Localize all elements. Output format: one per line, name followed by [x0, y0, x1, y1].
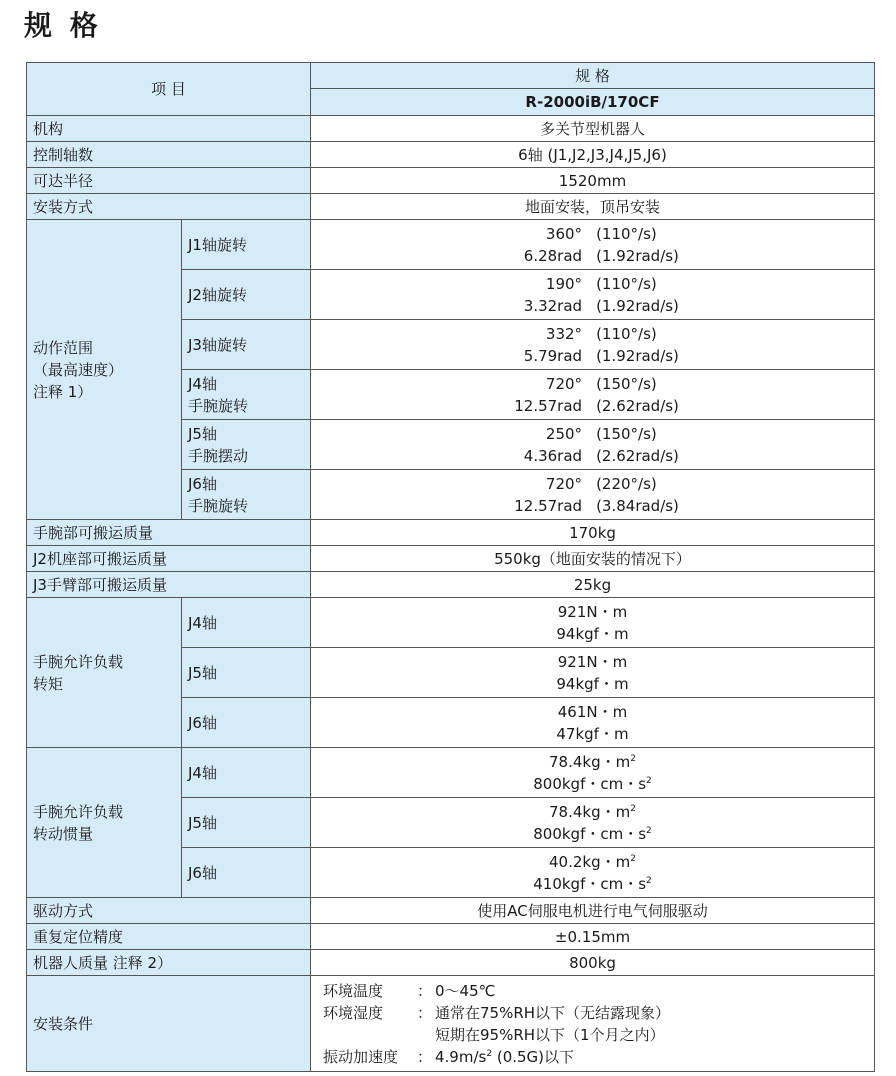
torque-value-nm: 921N・m: [557, 602, 628, 621]
motion-rad-speed: (1.92rad/s): [596, 246, 679, 265]
inertia-v2: 800kgf・cm・s: [533, 824, 647, 843]
motion-axis-label: [182, 270, 311, 320]
inertia-axis-label: J4轴: [182, 748, 311, 798]
inertia-v2-sup: 2: [646, 825, 652, 836]
page-title: 规 格: [24, 9, 102, 42]
motion-axis-name: J1轴旋转: [188, 235, 247, 254]
torque-value-nm: 461N・m: [557, 702, 628, 721]
motion-deg-speed: (110°/s): [596, 224, 657, 243]
row-value-wrist-payload: 170kg: [311, 520, 875, 546]
inertia-value: [311, 798, 875, 848]
motion-deg: 250°: [545, 424, 583, 443]
motion-deg-speed: (110°/s): [596, 274, 657, 293]
row-label-wrist-payload: 手腕部可搬运质量: [27, 520, 311, 546]
torque-value: [311, 698, 875, 748]
inertia-value-kgm2: [317, 851, 868, 873]
motion-axis-label: [182, 420, 311, 470]
torque-value-kgfm: 94kgf・m: [556, 624, 629, 643]
inertia-value-kgm2: [317, 801, 868, 823]
header-model: R-2000iB/170CF: [311, 89, 875, 116]
motion-axis-desc: 手腕旋转: [188, 396, 249, 415]
row-label-mounting: 安装方式: [27, 194, 311, 220]
motion-rad-speed: (3.84rad/s): [596, 496, 679, 515]
motion-value-grid: [506, 373, 679, 417]
motion-axis-label: [182, 370, 311, 420]
motion-deg-speed: (220°/s): [596, 474, 657, 493]
motion-axis-name: J5轴: [188, 424, 217, 443]
row-value-drive: 使用AC伺服电机进行电气伺服驱动: [311, 898, 875, 924]
header-item: 项 目: [27, 63, 311, 116]
motion-deg: 720°: [545, 474, 583, 493]
row-label-j2-payload: J2机座部可搬运质量: [27, 546, 311, 572]
motion-rad: 3.32rad: [523, 296, 583, 315]
torque-axis-label: J4轴: [182, 598, 311, 648]
inertia-v1-sup: 2: [630, 753, 636, 764]
row-label-robot-mass: 机器人质量 注释 2）: [27, 950, 311, 976]
motion-rad: 12.57rad: [514, 396, 583, 415]
inertia-v1-sup: 2: [630, 803, 636, 814]
header-spec: 规 格: [311, 63, 875, 89]
motion-axis-name: J4轴: [188, 374, 217, 393]
inertia-v2-sup: 2: [646, 875, 652, 886]
motion-group-label-line: （最高速度）: [33, 360, 124, 379]
inertia-value: [311, 748, 875, 798]
install-cond-value: 短期在95%RH以下（1个月之内）: [435, 1025, 665, 1044]
torque-value: [311, 648, 875, 698]
motion-value: [311, 370, 875, 420]
motion-rad-speed: (2.62rad/s): [596, 446, 679, 465]
torque-group-label-line: 转矩: [33, 674, 64, 693]
motion-deg-speed: (150°/s): [596, 424, 657, 443]
motion-value-grid: [506, 423, 679, 467]
torque-group-label: [27, 598, 182, 748]
install-cond-value: 通常在75%RH以下（无结露现象）: [435, 1003, 671, 1022]
inertia-value-kgfcms2: [317, 823, 868, 845]
inertia-axis-label: J6轴: [182, 848, 311, 898]
motion-axis-name: J3轴旋转: [188, 335, 247, 354]
install-vib-value: 4.9m/s: [435, 1047, 487, 1066]
motion-group-label: [27, 220, 182, 520]
inertia-v1: 78.4kg・m: [549, 802, 631, 821]
install-cond-key: 振动加速度: [323, 1047, 399, 1066]
motion-rad: 12.57rad: [514, 496, 583, 515]
install-cond-sep: ：: [417, 981, 433, 1000]
motion-rad-speed: (1.92rad/s): [596, 346, 679, 365]
motion-group-label-line: 注释 1）: [33, 382, 93, 401]
motion-rad-speed: (2.62rad/s): [596, 396, 679, 415]
row-value-j3-payload: 25kg: [311, 572, 875, 598]
install-cond-value: 0～45℃: [435, 981, 496, 1000]
row-label-mechanism: 机构: [27, 116, 311, 142]
torque-value-nm: 921N・m: [557, 652, 628, 671]
motion-rad: 4.36rad: [523, 446, 583, 465]
row-label-j3-payload: J3手臂部可搬运质量: [27, 572, 311, 598]
inertia-value-kgm2: [317, 751, 868, 773]
motion-value-grid: [506, 323, 679, 367]
inertia-v1-sup: 2: [630, 853, 636, 864]
inertia-v2: 800kgf・cm・s: [533, 774, 647, 793]
torque-value-kgfm: 94kgf・m: [556, 674, 629, 693]
install-cond-value: [435, 1046, 868, 1068]
motion-value-grid: [506, 273, 679, 317]
install-cond-sep: ：: [417, 1003, 433, 1022]
motion-deg-speed: (110°/s): [596, 324, 657, 343]
inertia-v2-sup: 2: [646, 775, 652, 786]
motion-axis-label: [182, 470, 311, 520]
install-cond-key: 环境温度: [323, 981, 384, 1000]
inertia-v1: 40.2kg・m: [549, 852, 631, 871]
install-cond-key: [323, 1024, 417, 1046]
row-value-repeatability: ±0.15mm: [311, 924, 875, 950]
row-label-reach: 可达半径: [27, 168, 311, 194]
motion-deg: 720°: [545, 374, 583, 393]
torque-axis-label: J6轴: [182, 698, 311, 748]
inertia-group-label-line: 手腕允许负载: [33, 802, 124, 821]
torque-value: [311, 598, 875, 648]
install-vib-sup: 2: [486, 1048, 493, 1059]
motion-axis-label: [182, 320, 311, 370]
install-cond-sep: [417, 1024, 435, 1046]
motion-axis-desc: 手腕摆动: [188, 446, 249, 465]
torque-value-kgfm: 47kgf・m: [556, 724, 629, 743]
motion-value-grid: [506, 473, 679, 517]
install-vib-tail: (0.5G)以下: [492, 1047, 575, 1066]
motion-value: [311, 220, 875, 270]
motion-rad: 6.28rad: [523, 246, 583, 265]
install-cond-sep: ：: [417, 1047, 433, 1066]
spec-table: [26, 62, 875, 1072]
torque-group-label-line: 手腕允许负载: [33, 652, 124, 671]
inertia-v2: 410kgf・cm・s: [533, 874, 647, 893]
install-cond-key: 环境湿度: [323, 1003, 384, 1022]
row-value-axes: 6轴 (J1,J2,J3,J4,J5,J6): [311, 142, 875, 168]
row-label-axes: 控制轴数: [27, 142, 311, 168]
row-value-robot-mass: 800kg: [311, 950, 875, 976]
row-value-mounting: 地面安装，顶吊安装: [311, 194, 875, 220]
inertia-v1: 78.4kg・m: [549, 752, 631, 771]
motion-deg: 190°: [545, 274, 583, 293]
inertia-group-label-line: 转动惯量: [33, 824, 94, 843]
motion-rad-speed: (1.92rad/s): [596, 296, 679, 315]
motion-value: [311, 320, 875, 370]
motion-value-grid: [506, 223, 679, 267]
inertia-value: [311, 848, 875, 898]
install-conditions: [323, 979, 868, 1069]
inertia-value-kgfcms2: [317, 873, 868, 895]
inertia-axis-label: J5轴: [182, 798, 311, 848]
row-label-install: 安装条件: [27, 976, 311, 1072]
row-label-drive: 驱动方式: [27, 898, 311, 924]
row-value-install: [311, 976, 875, 1072]
motion-axis-name: J2轴旋转: [188, 285, 247, 304]
motion-value: [311, 470, 875, 520]
motion-group-label-line: 动作范围: [33, 338, 94, 357]
motion-axis-label: [182, 220, 311, 270]
row-label-repeatability: 重复定位精度: [27, 924, 311, 950]
motion-axis-name: J6轴: [188, 474, 217, 493]
inertia-value-kgfcms2: [317, 773, 868, 795]
row-value-j2-payload: 550kg（地面安装的情况下）: [311, 546, 875, 572]
torque-axis-label: J5轴: [182, 648, 311, 698]
motion-value: [311, 420, 875, 470]
motion-axis-desc: 手腕旋转: [188, 496, 249, 515]
row-value-mechanism: 多关节型机器人: [311, 116, 875, 142]
motion-deg: 360°: [545, 224, 583, 243]
motion-rad: 5.79rad: [523, 346, 583, 365]
motion-value: [311, 270, 875, 320]
row-value-reach: 1520mm: [311, 168, 875, 194]
motion-deg: 332°: [545, 324, 583, 343]
motion-deg-speed: (150°/s): [596, 374, 657, 393]
inertia-group-label: [27, 748, 182, 898]
